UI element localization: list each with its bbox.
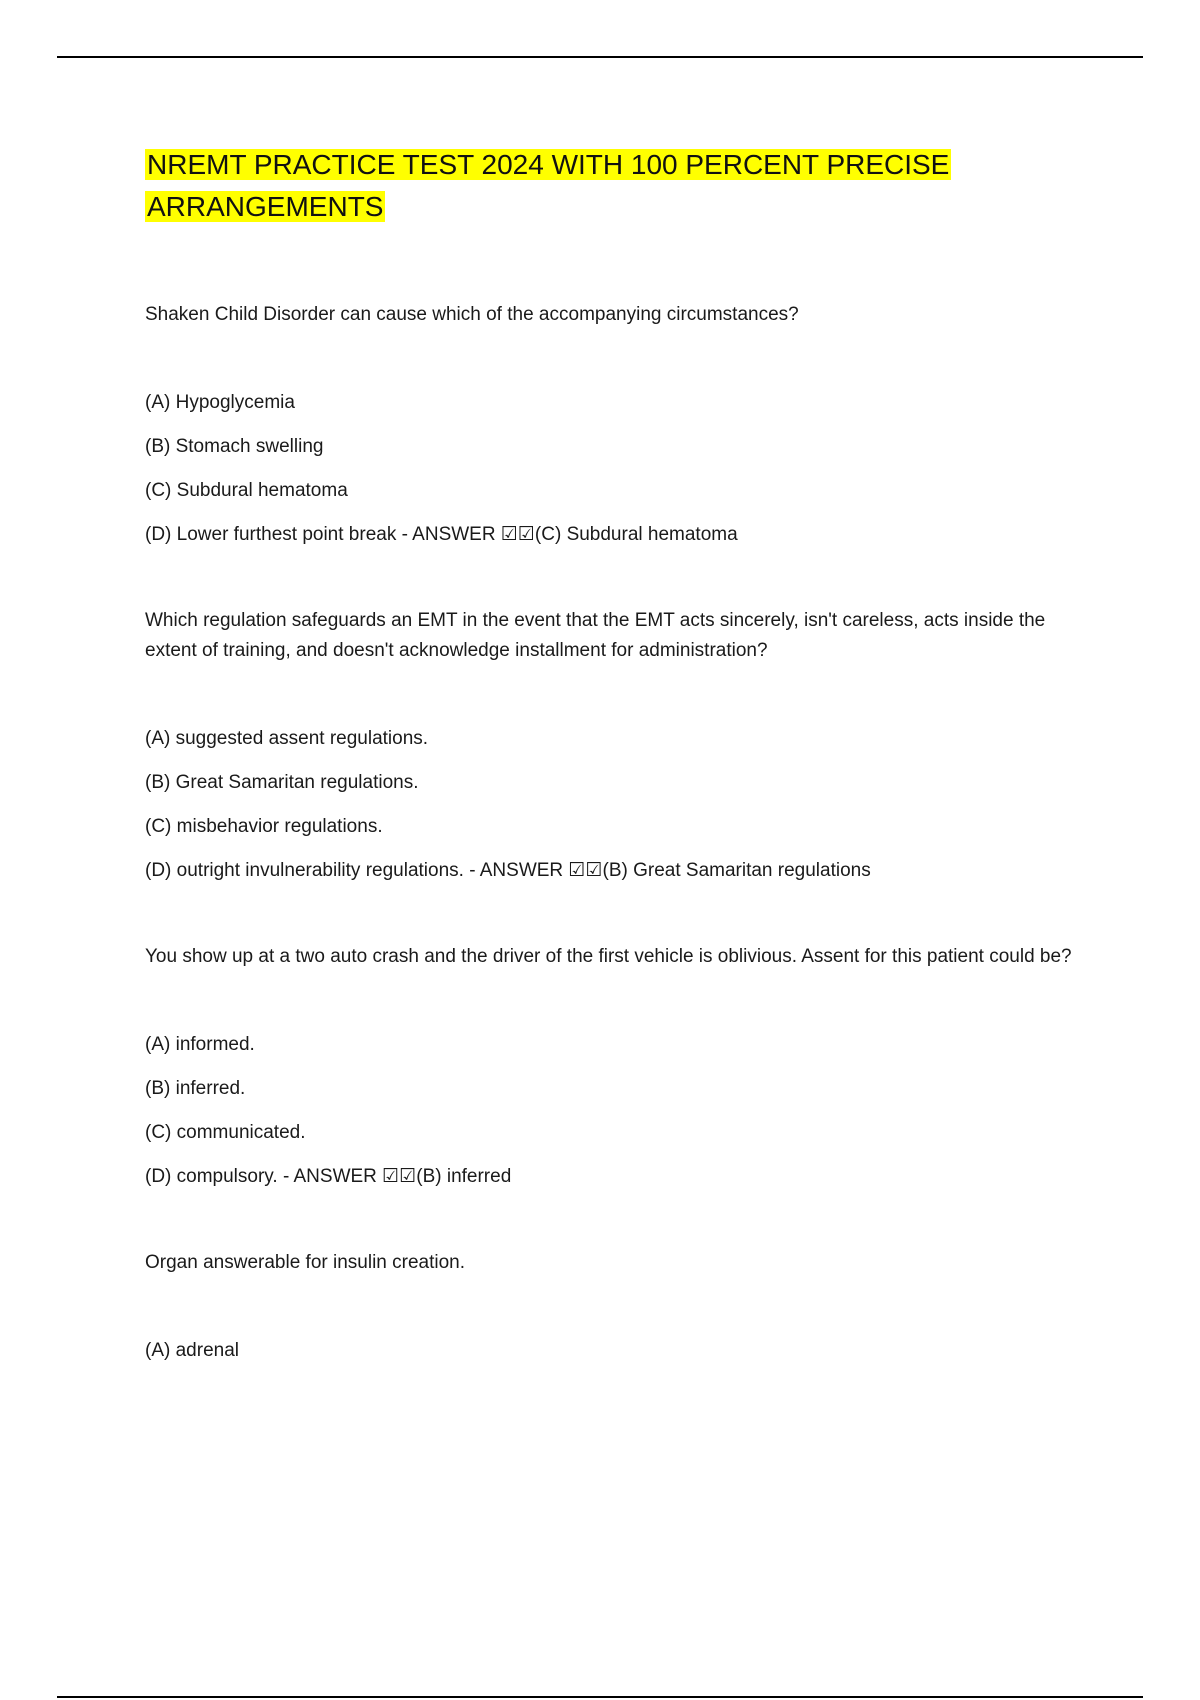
- question-prompt: Organ answerable for insulin creation.: [145, 1252, 466, 1273]
- option-item: (A) adrenal: [145, 1340, 239, 1361]
- option-item: (C) communicated.: [145, 1122, 306, 1143]
- bottom-rule: [57, 1696, 1143, 1698]
- document-body: [145, 144, 1075, 1382]
- option-item: (B) Stomach swelling: [145, 436, 324, 457]
- option-list: [145, 1338, 1075, 1364]
- option-item-with-answer: (D) outright invulnerability regulations. - ANSWER ☑☑(B) Great Samaritan regulations: [145, 860, 871, 881]
- option-item: (A) informed.: [145, 1034, 255, 1055]
- option-item: (A) Hypoglycemia: [145, 392, 295, 413]
- option-item-with-answer: (D) Lower furthest point break - ANSWER ☑☑(C) Subdural hematoma: [145, 524, 738, 545]
- option-list: [145, 390, 1075, 548]
- question-prompt: You show up at a two auto crash and the driver of the first vehicle is oblivious. Assent for this patient could be?: [145, 946, 1072, 967]
- document-title: [145, 144, 1075, 228]
- question-prompt: Which regulation safeguards an EMT in the event that the EMT acts sincerely, isn't careless, acts inside the extent of training, and doesn't acknowledge installment for administration?: [145, 610, 1046, 661]
- option-item: (A) suggested assent regulations.: [145, 728, 429, 749]
- question-prompt: Shaken Child Disorder can cause which of the accompanying circumstances?: [145, 304, 799, 325]
- question-block-1: [145, 300, 1075, 548]
- option-list: [145, 1032, 1075, 1190]
- question-block-2: [145, 606, 1075, 884]
- option-item-with-answer: (D) compulsory. - ANSWER ☑☑(B) inferred: [145, 1166, 512, 1187]
- top-rule: [57, 56, 1143, 58]
- option-item: (B) Great Samaritan regulations.: [145, 772, 419, 793]
- question-block-3: [145, 942, 1075, 1190]
- option-item: (C) Subdural hematoma: [145, 480, 348, 501]
- option-item: (B) inferred.: [145, 1078, 246, 1099]
- option-list: [145, 726, 1075, 884]
- title-highlight: NREMT PRACTICE TEST 2024 WITH 100 PERCENT PRECISE ARRANGEMENTS: [147, 149, 950, 222]
- option-item: (C) misbehavior regulations.: [145, 816, 383, 837]
- question-block-4: [145, 1248, 1075, 1364]
